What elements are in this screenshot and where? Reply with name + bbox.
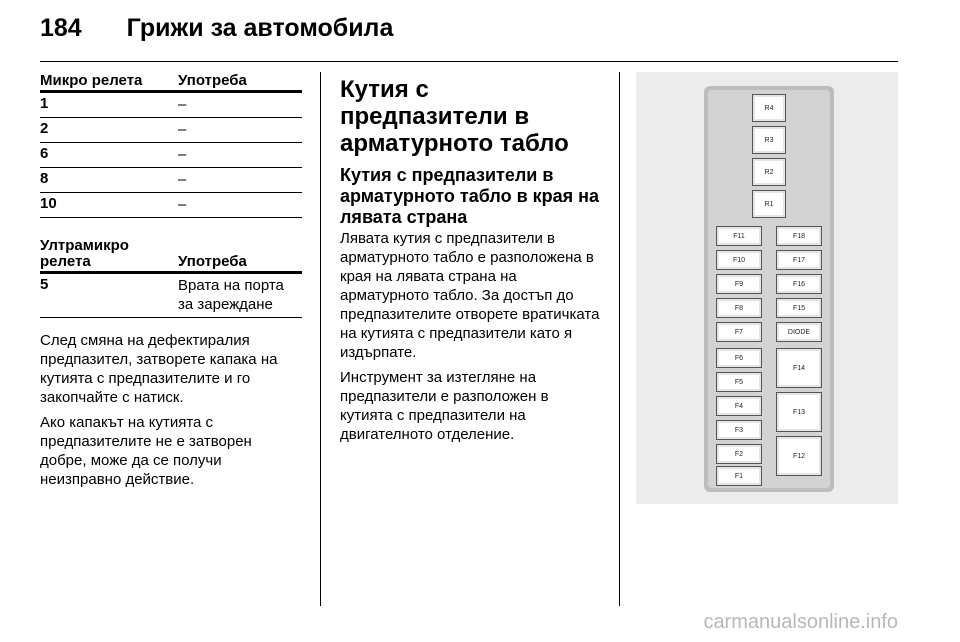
page-header (40, 14, 393, 43)
relay-usage: – (178, 171, 187, 188)
fuse-slot: F12 (776, 436, 822, 476)
table-row (40, 118, 302, 143)
relay-slot: R4 (752, 94, 786, 122)
fuse-slot: DIODE (776, 322, 822, 342)
relay-usage: – (178, 96, 187, 113)
table1-header-col1: Микро релета (40, 72, 143, 89)
left-column (40, 72, 302, 495)
relay-usage: – (178, 121, 187, 138)
page-number: 184 (40, 14, 82, 42)
relay-number: 1 (40, 95, 49, 112)
watermark: carmanualsonline.info (703, 611, 898, 633)
fuse-slot: F6 (716, 348, 762, 368)
fuse-slot: F13 (776, 392, 822, 432)
relay-number: 2 (40, 120, 49, 137)
paragraph: Инструмент за изтегляне на предпазители е разположен в кутията с предпазители на двигателното отделение. (340, 369, 549, 443)
fusebox-diagram (636, 72, 898, 504)
relay-slot: R3 (752, 126, 786, 154)
table-row (40, 168, 302, 193)
relay-number: 6 (40, 145, 49, 162)
table-row (40, 143, 302, 168)
middle-column (340, 72, 602, 450)
fuse-slot: F16 (776, 274, 822, 294)
table2-header-col2: Употреба (178, 253, 247, 270)
paragraph: След смяна на дефектиралия предпазител, затворете капака на кутията с предпазителите и го закопчайте с натиск. (40, 332, 278, 406)
relay-usage: – (178, 196, 187, 213)
fuse-slot: F5 (716, 372, 762, 392)
table2-header (40, 238, 302, 274)
fuse-slot: F3 (716, 420, 762, 440)
fuse-slot: F15 (776, 298, 822, 318)
fuse-slot: F9 (716, 274, 762, 294)
fuse-slot: F17 (776, 250, 822, 270)
column-divider (320, 72, 321, 606)
table2-header-col1: Ултрамикро релета (40, 237, 129, 270)
fuse-slot: F14 (776, 348, 822, 388)
fusebox-panel (704, 86, 834, 492)
fuse-slot: F11 (716, 226, 762, 246)
relay-usage: Врата на порта за зареждане (178, 277, 284, 313)
relay-number: 10 (40, 195, 57, 212)
table-row (40, 93, 302, 118)
page-title: Грижи за автомобила (126, 14, 394, 42)
section-title: Кутия с предпазители в арматурното табло (340, 76, 569, 157)
relay-slot: R2 (752, 158, 786, 186)
fuse-slot: F2 (716, 444, 762, 464)
paragraph: Лявата кутия с предпазители в арматурното табло е разположена в края на лявата страна на арматурното табло. За достъп до предпазителите отворете вратичката на кутията с предпазители като я издърпате. (340, 230, 600, 361)
fuse-slot: F10 (716, 250, 762, 270)
table-row (40, 274, 302, 318)
table1-header-col2: Употреба (178, 72, 247, 89)
relay-number: 8 (40, 170, 49, 187)
table1-header (40, 72, 302, 93)
section-subtitle: Кутия с предпазители в арматурното табло в края на лявата страна (340, 165, 600, 227)
fuse-slot: F18 (776, 226, 822, 246)
fuse-slot: F8 (716, 298, 762, 318)
relay-number: 5 (40, 276, 49, 293)
column-divider (619, 72, 620, 606)
paragraph: Ако капакът на кутията с предпазителите не е затворен добре, може да се получи неизправно действие. (40, 414, 252, 488)
relay-usage: – (178, 146, 187, 163)
fuse-slot: F7 (716, 322, 762, 342)
table-row (40, 193, 302, 218)
relay-slot: R1 (752, 190, 786, 218)
header-rule (40, 61, 898, 62)
fuse-slot: F1 (716, 466, 762, 486)
fuse-slot: F4 (716, 396, 762, 416)
